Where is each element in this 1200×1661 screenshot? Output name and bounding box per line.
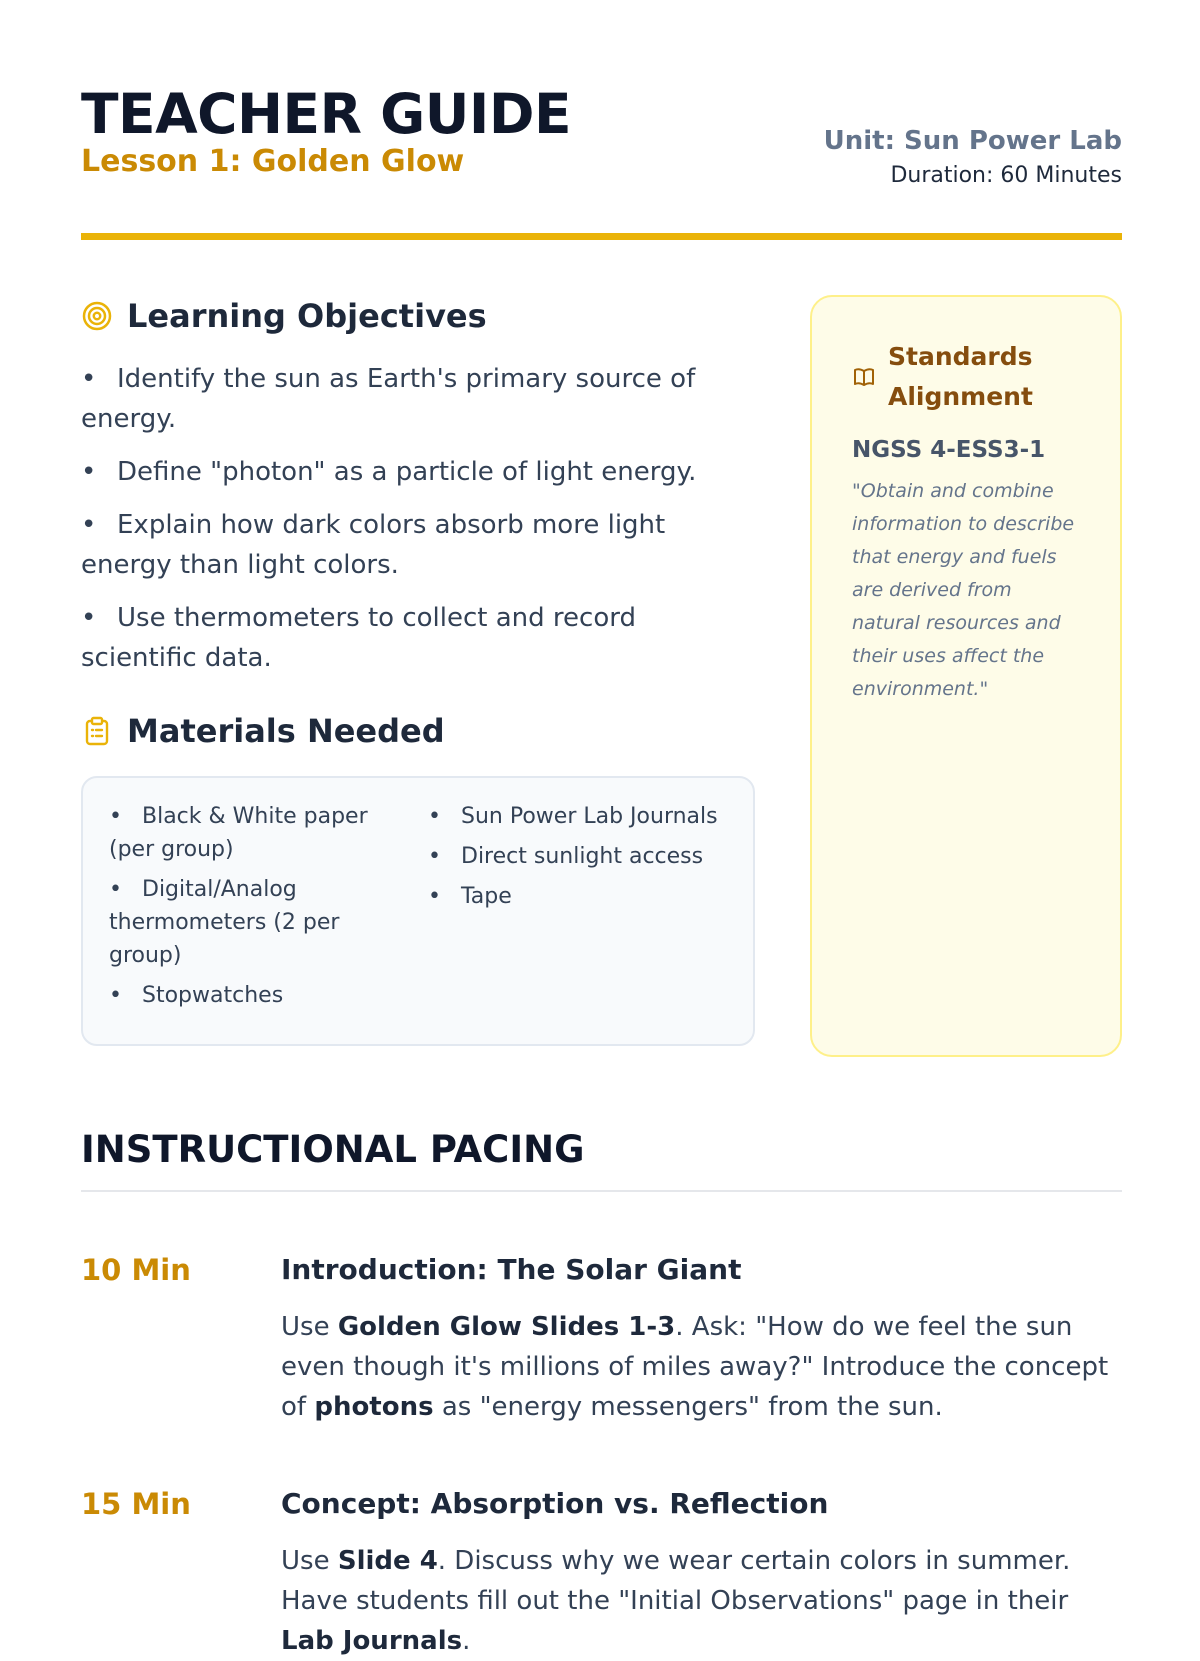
open-book-icon — [852, 365, 876, 389]
materials-list-left — [109, 800, 408, 1022]
duration: Duration: 60 Minutes — [890, 163, 1122, 188]
objectives-heading — [81, 295, 755, 337]
pacing-title: INSTRUCTIONAL PACING — [81, 1128, 585, 1171]
standards-heading — [852, 337, 1080, 417]
list-item: • Digital/Analog thermometers (2 per group) — [109, 873, 408, 972]
pacing-time: 10 Min — [81, 1253, 191, 1287]
objectives-list — [81, 359, 755, 678]
materials-box — [81, 776, 755, 1046]
page-title: TEACHER GUIDE — [81, 82, 572, 146]
list-item: • Stopwatches — [109, 979, 408, 1012]
list-item: • Direct sunlight access — [428, 840, 727, 873]
list-item: • Define "photon" as a particle of light energy. — [81, 452, 755, 492]
pacing-body — [281, 1484, 1122, 1661]
standard-code: NGSS 4-ESS3-1 — [852, 437, 1046, 463]
list-item: • Tape — [428, 880, 727, 913]
materials-heading-text: Materials Needed — [127, 712, 445, 750]
materials-heading — [81, 710, 755, 752]
left-column — [81, 295, 755, 1046]
list-item: • Black & White paper (per group) — [109, 800, 408, 866]
unit-info — [824, 124, 1122, 194]
clipboard-icon — [81, 715, 113, 747]
pacing-divider — [81, 1190, 1122, 1192]
pacing-row — [81, 1484, 1122, 1661]
list-item: • Identify the sun as Earth's primary source of energy. — [81, 359, 755, 439]
standards-card — [810, 295, 1122, 1057]
header-divider — [81, 233, 1122, 240]
pacing-step-text: Use Slide 4. Discuss why we wear certain colors in summer. Have students fill out the "Initial Observations" page in their Lab Journals. — [281, 1546, 1071, 1656]
pacing-row — [81, 1250, 1122, 1427]
pacing-step-text: Use Golden Glow Slides 1-3. Ask: "How do we feel the sun even though it's millions of miles away?" Introduce the concept of photons as "energy messengers" from the sun. — [281, 1312, 1109, 1422]
page-header — [81, 84, 1122, 242]
list-item: • Use thermometers to collect and record scientific data. — [81, 598, 755, 678]
pacing-time: 15 Min — [81, 1487, 191, 1521]
target-icon — [81, 300, 113, 332]
list-item: • Explain how dark colors absorb more light energy than light colors. — [81, 505, 755, 585]
lesson-title: Lesson 1: Golden Glow — [81, 144, 465, 179]
objectives-heading-text: Learning Objectives — [127, 297, 487, 335]
unit-name: Unit: Sun Power Lab — [823, 126, 1122, 156]
materials-list-right — [428, 800, 727, 1022]
list-item: • Sun Power Lab Journals — [428, 800, 727, 833]
pacing-step-title: Concept: Absorption vs. Reflection — [281, 1487, 829, 1520]
standards-heading-text: Standards Alignment — [888, 342, 1033, 411]
pacing-body — [281, 1250, 1122, 1427]
standard-quote: "Obtain and combine information to describe that energy and fuels are derived from natural resources and their uses affect the environment." — [852, 480, 1075, 700]
pacing-step-title: Introduction: The Solar Giant — [281, 1253, 742, 1286]
